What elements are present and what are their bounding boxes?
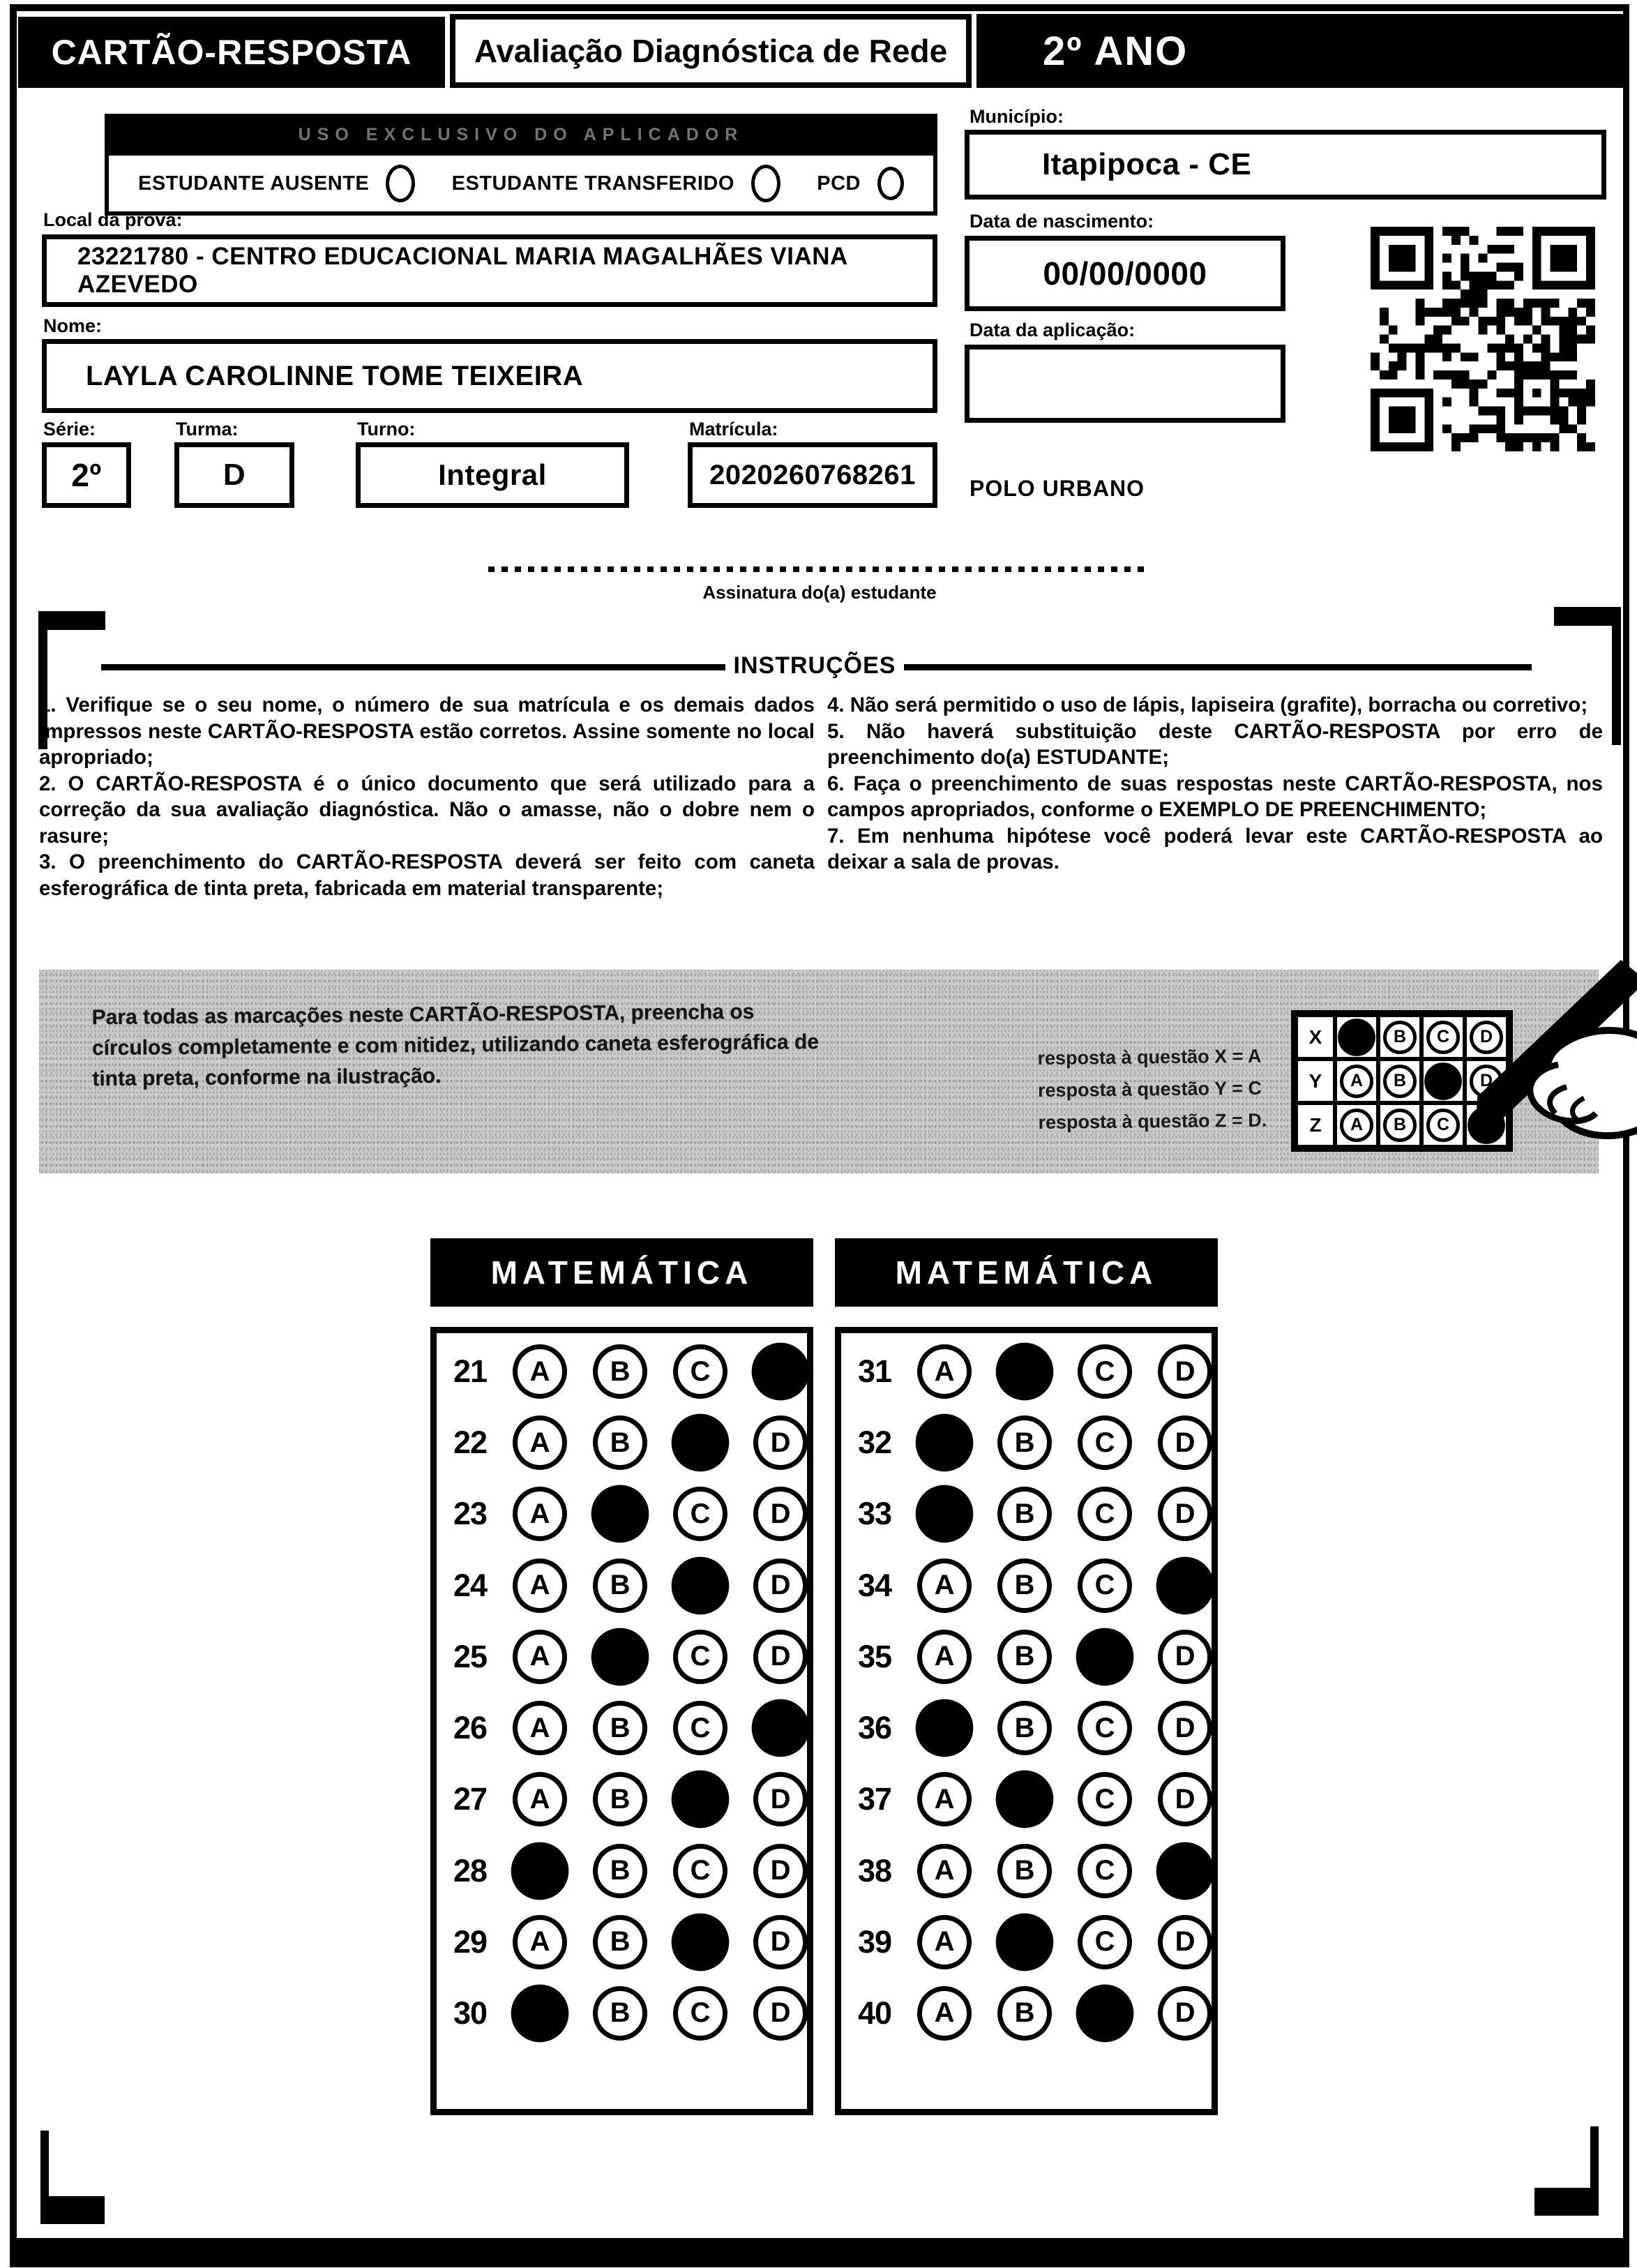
- answer-bubble-34-C[interactable]: C: [1078, 1559, 1132, 1613]
- check-item-absent: [138, 165, 415, 202]
- applicator-bar: [105, 114, 937, 156]
- answer-bubble-35-A[interactable]: A: [917, 1630, 972, 1684]
- assessment-title: Avaliação Diagnóstica de Rede: [474, 33, 948, 69]
- answer-bubble-33-D[interactable]: D: [1158, 1487, 1212, 1541]
- answer-bubble-29-A[interactable]: A: [513, 1915, 567, 1969]
- example-bubble-Y-D[interactable]: D: [1470, 1065, 1503, 1098]
- answer-bubble-36-B[interactable]: B: [997, 1701, 1052, 1755]
- instructions-title: INSTRUÇÕES: [733, 652, 896, 679]
- answer-bubble-34-D[interactable]: [1156, 1556, 1214, 1614]
- question-number: 25: [453, 1638, 488, 1674]
- question-number: 39: [858, 1923, 892, 1960]
- question-row: [437, 1772, 807, 1826]
- answer-bubble-29-B[interactable]: B: [593, 1915, 647, 1969]
- serie-label: Série:: [43, 419, 96, 440]
- answer-bubble-21-C[interactable]: C: [673, 1344, 727, 1399]
- page-border-top: [10, 4, 1629, 11]
- corner-mark-bottom-right: [1534, 2188, 1599, 2216]
- card-title: CARTÃO-RESPOSTA: [51, 33, 412, 72]
- answer-bubble-39-D[interactable]: D: [1158, 1915, 1212, 1969]
- turma-box: [174, 442, 294, 508]
- answer-bubble-28-C[interactable]: C: [673, 1844, 727, 1898]
- instruction-item: 7. Em nenhuma hipótese você poderá levar este CARTÃO-RESPOSTA ao deixar a sala de provas.: [827, 824, 1603, 873]
- local-box: [42, 234, 937, 307]
- answer-bubble-39-B[interactable]: [996, 1913, 1054, 1971]
- matricula-box: [688, 442, 937, 508]
- instruction-item: 4. Não será permitido o uso de lápis, lapiseira (grafite), borracha ou corretivo;: [827, 693, 1588, 716]
- card-title-box: [18, 17, 445, 88]
- grade-label: 2º ANO: [1043, 28, 1189, 74]
- answer-bubble-36-A[interactable]: [916, 1699, 974, 1757]
- example-legend: [1037, 1039, 1303, 1139]
- question-row: [437, 1344, 807, 1399]
- answer-bubble-24-C[interactable]: [672, 1556, 730, 1614]
- example-band: [39, 970, 1599, 1173]
- answer-bubble-22-C[interactable]: [672, 1414, 730, 1472]
- answer-bubble-34-A[interactable]: A: [917, 1559, 972, 1613]
- question-number: 34: [858, 1567, 892, 1603]
- signature-line[interactable]: [488, 566, 1151, 572]
- answer-bubble-21-A[interactable]: A: [513, 1344, 567, 1399]
- answer-bubble-34-B[interactable]: B: [997, 1559, 1052, 1613]
- instruction-item: 5. Não haverá substituição deste CARTÃO-RESPOSTA por erro de preenchimento do(a) ESTUDANTE;: [827, 719, 1603, 769]
- question-number: 21: [453, 1353, 488, 1389]
- answer-bubble-37-D[interactable]: D: [1158, 1772, 1212, 1826]
- example-bubble-X-C[interactable]: C: [1426, 1021, 1460, 1054]
- answer-bubble-40-C[interactable]: [1076, 1985, 1134, 2043]
- answer-bubble-31-D[interactable]: D: [1158, 1344, 1212, 1399]
- status-check-row: [105, 156, 937, 216]
- question-number: 28: [453, 1852, 488, 1888]
- serie-box: [42, 442, 131, 508]
- turno-box: [356, 442, 629, 508]
- example-legend-line: resposta à questão Z = D.: [1038, 1109, 1267, 1133]
- answer-bubble-33-A[interactable]: [916, 1485, 974, 1543]
- answer-bubble-38-A[interactable]: A: [917, 1844, 972, 1898]
- question-number: 22: [453, 1425, 488, 1461]
- question-row: [437, 1701, 807, 1755]
- example-option-cell: [1378, 1103, 1421, 1147]
- question-row: [841, 1986, 1212, 2041]
- matricula-value: 2020260768261: [709, 459, 916, 490]
- section-title: MATEMÁTICA: [490, 1254, 753, 1291]
- instruction-item: 3. O preenchimento do CARTÃO-RESPOSTA deverá ser feito com caneta esferográfica de tinta preta, fabricada em material transparente;: [39, 850, 815, 900]
- answer-bubble-29-D[interactable]: D: [753, 1915, 808, 1969]
- answer-bubble-37-C[interactable]: C: [1078, 1772, 1132, 1826]
- answer-bubble-40-A[interactable]: A: [917, 1986, 972, 2041]
- municipio-value: Itapipoca - CE: [1042, 147, 1252, 181]
- example-note-line: círculos completamente e com nitidez, utilizando caneta esferográfica de: [91, 1030, 820, 1060]
- question-row: [841, 1915, 1212, 1969]
- answer-bubble-30-C[interactable]: C: [673, 1986, 727, 2041]
- example-option-cell: [1335, 1103, 1378, 1147]
- answer-bubble-27-A[interactable]: A: [513, 1772, 567, 1826]
- turno-value: Integral: [438, 458, 547, 491]
- question-row: [437, 1487, 807, 1541]
- question-row: [841, 1844, 1212, 1898]
- question-row: [841, 1630, 1212, 1684]
- answer-bubble-31-C[interactable]: C: [1078, 1344, 1132, 1399]
- turma-label: Turma:: [176, 419, 239, 440]
- instructions-rule-left: [101, 664, 725, 670]
- instruction-item: 2. O CARTÃO-RESPOSTA é o único documento que será utilizado para a correção da sua avaliação diagnóstica. Não o amasse, não o dobre nem o rasure;: [39, 772, 815, 848]
- question-row: [437, 1986, 807, 2041]
- section-title: MATEMÁTICA: [895, 1254, 1158, 1291]
- example-row-label: Y: [1296, 1059, 1335, 1103]
- applicator-bar-label: USO EXCLUSIVO DO APLICADOR: [298, 124, 744, 144]
- answer-bubble-22-B[interactable]: B: [593, 1415, 647, 1470]
- answer-bubble-36-C[interactable]: C: [1078, 1701, 1132, 1755]
- example-bubble-X-A[interactable]: [1338, 1019, 1375, 1056]
- example-bubble-X-D[interactable]: D: [1470, 1021, 1503, 1054]
- section-header-matematica-2: [835, 1238, 1218, 1307]
- nome-value: LAYLA CAROLINNE TOME TEIXEIRA: [86, 360, 584, 391]
- example-note-line: Para todas as marcações neste CARTÃO-RESPOSTA, preencha os: [91, 1000, 755, 1030]
- assessment-title-box: [450, 14, 972, 88]
- signature-label: Assinatura do(a) estudante: [702, 582, 937, 603]
- answer-bubble-26-A[interactable]: A: [513, 1701, 567, 1755]
- answer-bubble-24-B[interactable]: B: [593, 1559, 647, 1613]
- nome-label: Nome:: [43, 315, 103, 336]
- answer-bubble-31-B[interactable]: [996, 1343, 1054, 1401]
- aplicacao-box[interactable]: [965, 345, 1285, 423]
- nascimento-box: [965, 236, 1285, 311]
- answer-bubble-38-C[interactable]: C: [1078, 1844, 1132, 1898]
- page-border-bottom: [10, 2238, 1629, 2267]
- answer-bubble-37-A[interactable]: A: [917, 1772, 972, 1826]
- answer-bubble-28-A[interactable]: [511, 1842, 569, 1900]
- corner-mark-top-left: [38, 611, 105, 630]
- local-value: 23221780 - CENTRO EDUCACIONAL MARIA MAGALHÃES VIANA AZEVEDO: [77, 243, 847, 298]
- answer-bubble-23-C[interactable]: C: [673, 1487, 727, 1541]
- question-row: [841, 1344, 1212, 1399]
- check-item-transferred: [452, 165, 780, 202]
- answer-bubble-30-A[interactable]: [511, 1985, 569, 2043]
- answer-bubble-33-B[interactable]: B: [997, 1487, 1052, 1541]
- answer-bubble-32-B[interactable]: B: [997, 1415, 1052, 1470]
- answer-bubble-35-B[interactable]: B: [997, 1630, 1052, 1684]
- example-bubble-Z-B[interactable]: B: [1383, 1109, 1417, 1142]
- question-number: 31: [858, 1353, 892, 1389]
- example-option-cell: [1335, 1059, 1378, 1103]
- answer-bubble-26-B[interactable]: B: [593, 1701, 647, 1755]
- answer-bubble-38-D[interactable]: [1156, 1842, 1214, 1900]
- polo-label: POLO URBANO: [970, 476, 1145, 501]
- answer-grid-31-40: [835, 1327, 1218, 2115]
- example-bubble-Z-A[interactable]: A: [1340, 1109, 1373, 1142]
- answer-bubble-31-A[interactable]: A: [917, 1344, 972, 1399]
- answer-bubble-32-A[interactable]: [916, 1414, 974, 1472]
- answer-bubble-21-B[interactable]: B: [593, 1344, 647, 1399]
- example-bubble-X-B[interactable]: B: [1383, 1021, 1417, 1054]
- example-note-line: tinta preta, conforme na ilustração.: [92, 1064, 442, 1091]
- answer-bubble-32-D[interactable]: D: [1158, 1415, 1212, 1470]
- corner-mark-top-right: [1554, 607, 1621, 626]
- example-row-label: X: [1296, 1015, 1335, 1059]
- instructions-column-left: [39, 692, 815, 901]
- answer-bubble-24-D[interactable]: D: [753, 1559, 808, 1613]
- question-number: 36: [858, 1710, 892, 1746]
- question-number: 33: [858, 1496, 892, 1532]
- answer-bubble-23-B[interactable]: [591, 1485, 649, 1543]
- answer-bubble-38-B[interactable]: B: [997, 1844, 1052, 1898]
- example-option-cell: [1335, 1015, 1378, 1059]
- instruction-item: 6. Faça o preenchimento de suas respostas neste CARTÃO-RESPOSTA, nos campos apropriados, conforme o EXEMPLO DE PREENCHIMENTO;: [827, 772, 1603, 821]
- turma-value: D: [222, 458, 246, 492]
- instructions-rule-right: [904, 664, 1532, 670]
- answer-bubble-40-B[interactable]: B: [997, 1986, 1052, 2041]
- answer-bubble-22-D[interactable]: D: [753, 1415, 808, 1470]
- answer-bubble-39-C[interactable]: C: [1078, 1915, 1132, 1969]
- answer-bubble-37-B[interactable]: [996, 1771, 1054, 1828]
- question-number: 24: [453, 1567, 488, 1603]
- answer-bubble-36-D[interactable]: D: [1158, 1701, 1212, 1755]
- corner-mark-bottom-left-stem: [40, 2131, 49, 2206]
- answer-bubble-27-B[interactable]: B: [593, 1772, 647, 1826]
- question-row: [437, 1844, 807, 1898]
- question-row: [437, 1915, 807, 1969]
- example-option-cell: [1378, 1059, 1421, 1103]
- question-row: [841, 1701, 1212, 1755]
- answer-bubble-25-D[interactable]: D: [753, 1630, 808, 1684]
- absent-check-circle[interactable]: [386, 165, 415, 202]
- transferred-label: ESTUDANTE TRANSFERIDO: [451, 172, 734, 195]
- example-legend-line: resposta à questão Y = C: [1037, 1077, 1262, 1101]
- absent-label: ESTUDANTE AUSENTE: [138, 172, 370, 195]
- question-row: [841, 1487, 1212, 1541]
- question-row: [437, 1559, 807, 1613]
- answer-bubble-30-D[interactable]: D: [753, 1986, 808, 2041]
- example-note: [91, 996, 915, 1095]
- question-number: 30: [453, 1995, 488, 2031]
- corner-mark-top-right-stem: [1612, 607, 1621, 745]
- answer-bubble-35-D[interactable]: D: [1158, 1630, 1212, 1684]
- pcd-label: PCD: [817, 172, 861, 195]
- question-row: [841, 1772, 1212, 1826]
- question-number: 40: [858, 1995, 892, 2031]
- instructions-column-right: [827, 692, 1603, 876]
- answer-bubble-35-C[interactable]: [1076, 1628, 1134, 1686]
- example-option-cell: [1378, 1015, 1421, 1059]
- instruction-item: 1. Verifique se o seu nome, o número de sua matrícula e os demais dados impressos neste CARTÃO-RESPOSTA estão corretos. Assine somente no local apropriado;: [39, 693, 815, 769]
- check-item-pcd: [817, 167, 904, 200]
- answer-bubble-27-D[interactable]: D: [753, 1772, 808, 1826]
- page-border-left: [10, 4, 17, 2267]
- nascimento-label: Data de nascimento:: [970, 211, 1154, 232]
- question-row: [841, 1559, 1212, 1613]
- answer-bubble-29-C[interactable]: [672, 1913, 730, 1971]
- serie-value: 2º: [71, 457, 102, 493]
- answer-bubble-32-C[interactable]: C: [1078, 1415, 1132, 1470]
- answer-bubble-28-B[interactable]: B: [593, 1844, 647, 1898]
- answer-bubble-26-C[interactable]: C: [673, 1701, 727, 1755]
- answer-bubble-39-A[interactable]: A: [917, 1915, 972, 1969]
- answer-bubble-27-C[interactable]: [672, 1771, 730, 1828]
- answer-bubble-21-D[interactable]: [752, 1343, 810, 1401]
- answer-bubble-24-A[interactable]: A: [513, 1559, 567, 1613]
- municipio-label: Município:: [970, 106, 1064, 127]
- municipio-box: [965, 130, 1606, 200]
- question-number: 29: [453, 1923, 488, 1960]
- section-header-matematica-1: [430, 1238, 813, 1307]
- question-row: [437, 1630, 807, 1684]
- corner-mark-bottom-left: [40, 2196, 105, 2224]
- question-row: [437, 1415, 807, 1470]
- answer-grid-21-30: [430, 1327, 813, 2115]
- question-number: 32: [858, 1425, 892, 1461]
- qr-code-icon: [1371, 222, 1595, 456]
- hand-with-pen-illustration: [1434, 960, 1637, 1162]
- answer-bubble-28-D[interactable]: D: [753, 1844, 808, 1898]
- pcd-check-circle[interactable]: [877, 167, 904, 200]
- answer-bubble-30-B[interactable]: B: [593, 1986, 647, 2041]
- example-bubble-Y-B[interactable]: B: [1383, 1065, 1417, 1098]
- turno-label: Turno:: [357, 419, 416, 440]
- transferred-check-circle[interactable]: [751, 165, 780, 202]
- answer-bubble-25-C[interactable]: C: [673, 1630, 727, 1684]
- example-row-label: Z: [1296, 1103, 1335, 1147]
- matricula-label: Matrícula:: [689, 419, 778, 440]
- example-bubble-Y-A[interactable]: A: [1340, 1065, 1373, 1098]
- question-row: [841, 1415, 1212, 1470]
- question-number: 23: [453, 1496, 488, 1532]
- answer-bubble-23-D[interactable]: D: [753, 1487, 808, 1541]
- question-number: 38: [858, 1852, 892, 1888]
- grade-box: [976, 14, 1624, 88]
- answer-bubble-26-D[interactable]: [752, 1699, 810, 1757]
- local-label: Local da prova:: [43, 209, 183, 230]
- answer-bubble-25-A[interactable]: A: [513, 1630, 567, 1684]
- answer-bubble-25-B[interactable]: [591, 1628, 649, 1686]
- question-number: 26: [453, 1710, 488, 1746]
- answer-bubble-33-C[interactable]: C: [1078, 1487, 1132, 1541]
- question-number: 35: [858, 1638, 892, 1674]
- example-legend-line: resposta à questão X = A: [1037, 1045, 1262, 1069]
- example-bubble-Z-C[interactable]: C: [1426, 1109, 1460, 1142]
- nascimento-value: 00/00/0000: [1043, 255, 1207, 292]
- answer-bubble-40-D[interactable]: D: [1158, 1986, 1212, 2041]
- question-number: 37: [858, 1781, 892, 1817]
- answer-bubble-23-A[interactable]: A: [513, 1487, 567, 1541]
- aplicacao-label: Data da aplicação:: [970, 320, 1136, 340]
- applicator-section: [105, 114, 937, 216]
- nome-box: [42, 339, 937, 413]
- question-number: 27: [453, 1781, 488, 1817]
- answer-bubble-22-A[interactable]: A: [513, 1415, 567, 1470]
